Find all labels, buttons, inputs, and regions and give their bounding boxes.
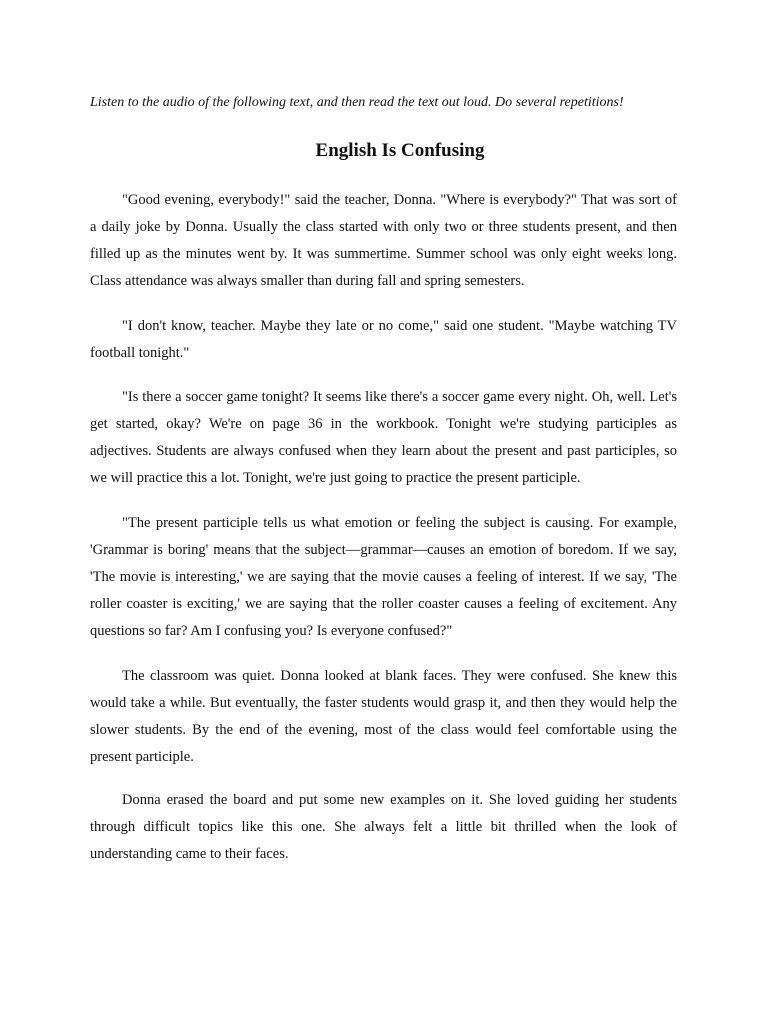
paragraph: "I don't know, teacher. Maybe they late or no come," said one student. "Maybe watching TV football tonight." — [90, 318, 677, 361]
paragraph: Donna erased the board and put some new examples on it. She loved guiding her students through difficult topics like this one. She always felt a little bit thrilled when the look of understanding came to their faces. — [90, 792, 677, 862]
paragraph: "Good evening, everybody!" said the teacher, Donna. "Where is everybody?" That was sort of a daily joke by Donna. Usually the class started with only two or three students present, and then filled up as the minutes went by. It was summertime. Summer school was only eight weeks long. Class attendance was always smaller than during fall and spring semesters. — [90, 192, 677, 289]
paragraph: "Is there a soccer game tonight? It seems like there's a soccer game every night. Oh, well. Let's get started, okay? We're on page 36 in the workbook. Tonight we're studying participles as adjectives. Students are always confused when they learn about the present and past participles, so we will practice this a lot. Tonight, we're just going to practice the present participle. — [90, 389, 677, 486]
paragraph: "The present participle tells us what emotion or feeling the subject is causing. For example, 'Grammar is boring' means that the subject—grammar—causes an emotion of boredom. If we say, 'The movie is interesting,' we are saying that the movie causes a feeling of interest. If we say, 'The roller coaster is exciting,' we are saying that the roller coaster causes a feeling of excitement. Any questions so far? Am I confusing you? Is everyone confused?" — [90, 515, 677, 639]
instruction-text: Listen to the audio of the following text, and then read the text out loud. Do several repetitions! — [90, 95, 624, 110]
document-title: English Is Confusing — [315, 140, 485, 161]
paragraph: The classroom was quiet. Donna looked at blank faces. They were confused. She knew this would take a while. But eventually, the faster students would grasp it, and then they would help the slower students. By the end of the evening, most of the class would feel comfortable using the present participle. — [90, 668, 677, 765]
